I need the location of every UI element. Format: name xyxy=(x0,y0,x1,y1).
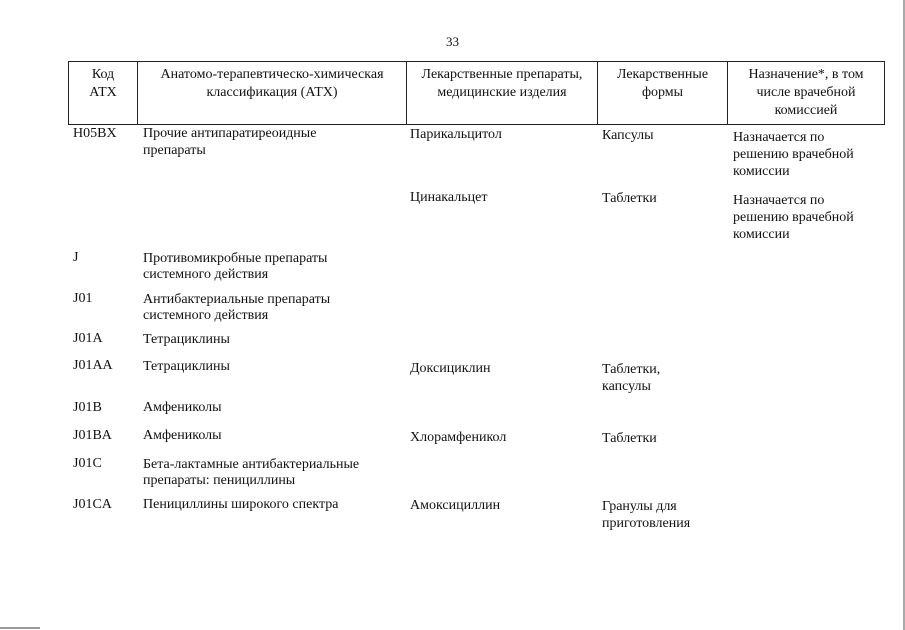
row-note-line: решению врачебной xyxy=(733,210,854,225)
row-atc-line: Пенициллины широкого спектра xyxy=(143,497,339,512)
row-atc-line: системного действия xyxy=(143,308,269,323)
header-forms-line: формы xyxy=(641,85,684,100)
row-drug: Доксициклин xyxy=(410,361,491,376)
row-form-line: Таблетки, xyxy=(602,362,661,377)
row-form-line: Таблетки xyxy=(602,191,657,206)
header-atc xyxy=(138,62,406,124)
row-code: H05BX xyxy=(73,126,117,141)
row-note-line: Назначается по xyxy=(733,130,825,145)
row-note-line: комиссии xyxy=(733,164,790,179)
row-atc-line: Тетрациклины xyxy=(143,359,230,374)
row-note-line: Назначается по xyxy=(733,193,825,208)
header-purpose-line: комиссией xyxy=(774,103,838,118)
row-code: J01C xyxy=(73,456,102,471)
row-code: J01A xyxy=(73,331,103,346)
header-forms-line: Лекарственные xyxy=(616,67,709,82)
row-code: J01BA xyxy=(73,428,112,443)
row-code: J xyxy=(73,250,79,265)
row-form-line: приготовления xyxy=(602,516,691,531)
row-drug: Амоксициллин xyxy=(410,498,501,513)
row-code: J01B xyxy=(73,400,102,415)
row-drug: Парикальцитол xyxy=(410,127,502,142)
row-atc-line: Бета-лактамные антибактериальные xyxy=(143,457,360,472)
table-header xyxy=(68,61,885,125)
scan-edge xyxy=(0,627,40,629)
header-forms xyxy=(598,62,727,124)
row-form-line: Гранулы для xyxy=(602,499,677,514)
header-purpose xyxy=(728,62,884,124)
page-number: 33 xyxy=(446,34,459,49)
header-code-line: АТХ xyxy=(89,85,117,100)
header-code xyxy=(69,62,137,124)
row-atc-line: Противомикробные препараты xyxy=(143,251,328,266)
header-code-line: Код xyxy=(91,67,115,82)
row-atc-line: Амфениколы xyxy=(143,400,222,415)
header-drugs-line: медицинские изделия xyxy=(437,85,567,100)
row-form-line: Капсулы xyxy=(602,128,654,143)
row-atc-line: системного действия xyxy=(143,267,269,282)
header-drugs xyxy=(407,62,597,124)
row-form-line: капсулы xyxy=(602,379,651,394)
row-atc-line: Амфениколы xyxy=(143,428,222,443)
row-atc-line: Тетрациклины xyxy=(143,332,230,347)
row-note-line: решению врачебной xyxy=(733,147,854,162)
row-code: J01 xyxy=(73,291,93,306)
row-code: J01AA xyxy=(73,358,113,373)
row-drug: Цинакальцет xyxy=(410,190,488,205)
header-atc-line: Анатомо-терапевтическо-химическая xyxy=(160,67,384,82)
row-atc-line: препараты xyxy=(143,143,206,158)
row-drug: Хлорамфеникол xyxy=(410,430,507,445)
header-purpose-line: Назначение*, в том xyxy=(748,67,864,82)
row-form-line: Таблетки xyxy=(602,431,657,446)
header-drugs-line: Лекарственные препараты, xyxy=(421,67,583,82)
header-purpose-line: числе врачебной xyxy=(756,85,856,100)
row-atc-line: препараты: пенициллины xyxy=(143,473,296,488)
row-atc-line: Антибактериальные препараты xyxy=(143,292,331,307)
row-note-line: комиссии xyxy=(733,227,790,242)
row-code: J01CA xyxy=(73,497,112,512)
row-atc-line: Прочие антипаратиреоидные xyxy=(143,126,317,141)
header-atc-line: классификация (АТХ) xyxy=(206,85,338,100)
